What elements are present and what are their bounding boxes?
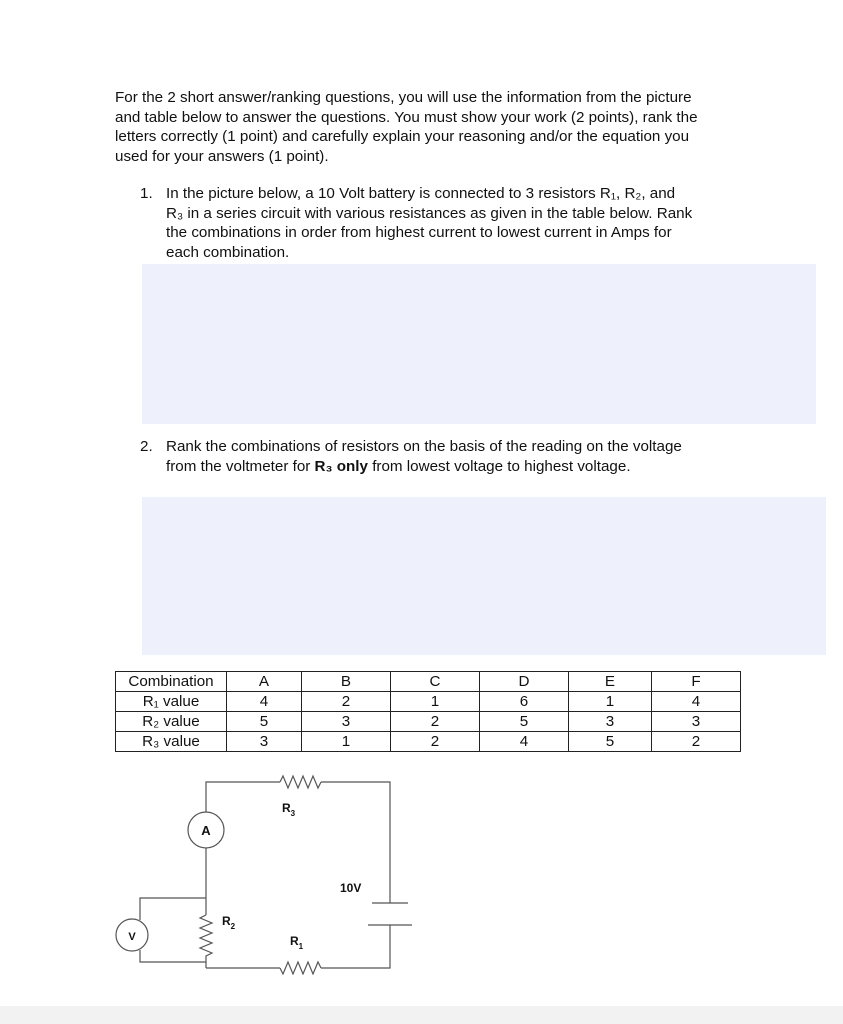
ammeter-label: A <box>201 823 211 838</box>
r2-subscript: 2 <box>230 922 236 931</box>
table-header-row <box>116 672 741 692</box>
r3-label <box>282 801 296 818</box>
instructions-paragraph: For the 2 short answer/ranking questions, you will use the information from the picture and table below to answer the questions. You must show your work (2 points), rank the letters correctly (1 point) and carefully explain your reasoning and/or the equation you used for your answers (1 point). <box>115 89 698 165</box>
battery-label: 10V <box>340 881 362 895</box>
table-cell: 3 <box>302 712 391 732</box>
table-row <box>116 692 741 712</box>
table-cell: 3 <box>227 732 302 752</box>
table-row <box>116 712 741 732</box>
right-wire-bottom <box>321 925 390 968</box>
question-1-number: 1. <box>140 185 153 202</box>
table-header-cell: E <box>569 672 652 692</box>
table-cell: 2 <box>302 692 391 712</box>
table-cell: R₁ value <box>116 692 227 712</box>
question-1-text: In the picture below, a 10 Volt battery is connected to 3 resistors R₁, R₂, and R₃ in a series circuit with various resistances as given in the table below. Rank the combinations in order from highest current to lowest current in Amps for each combination. <box>166 185 693 261</box>
question-2-number: 2. <box>140 438 153 455</box>
r3-subscript: 3 <box>290 809 296 818</box>
table-cell: 4 <box>480 732 569 752</box>
series-circuit-diagram <box>110 760 430 975</box>
r1-subscript: 1 <box>298 942 304 951</box>
resistor-combination-table <box>115 671 741 752</box>
voltmeter-wire <box>140 950 206 962</box>
table-row <box>116 732 741 752</box>
question-2-text-part: Rank the combinations of resistors on the basis of the reading on the voltage from the voltmeter for <box>166 438 682 475</box>
table-cell: 3 <box>569 712 652 732</box>
r1-label <box>290 934 304 951</box>
r1-letter: R <box>290 934 299 948</box>
table-cell: 2 <box>391 732 480 752</box>
table-cell: 1 <box>391 692 480 712</box>
table-cell: 3 <box>652 712 741 732</box>
voltmeter-label: V <box>128 931 136 943</box>
table-cell: 4 <box>227 692 302 712</box>
table-cell: 5 <box>227 712 302 732</box>
table-header-cell: C <box>391 672 480 692</box>
top-wire <box>206 782 280 812</box>
table-cell: 2 <box>652 732 741 752</box>
page-bottom-strip <box>0 1006 843 1024</box>
resistor-r2-symbol <box>200 915 212 968</box>
table-header-cell: A <box>227 672 302 692</box>
resistor-r1-symbol <box>280 962 321 974</box>
resistor-r3-symbol <box>280 776 321 788</box>
question-2-bold-text: R₃ only <box>314 457 368 475</box>
table-cell: 4 <box>652 692 741 712</box>
table-cell: 1 <box>569 692 652 712</box>
table-cell: R₃ value <box>116 732 227 752</box>
table-cell: 1 <box>302 732 391 752</box>
question-2-text <box>166 437 696 476</box>
r3-letter: R <box>282 801 291 815</box>
table-cell: 2 <box>391 712 480 732</box>
voltmeter-wire <box>140 898 206 920</box>
table-header-cell: D <box>480 672 569 692</box>
table-header-cell: F <box>652 672 741 692</box>
table-cell: 5 <box>569 732 652 752</box>
table-cell: 5 <box>480 712 569 732</box>
r2-letter: R <box>222 914 231 928</box>
table-cell: R₂ value <box>116 712 227 732</box>
table-header-cell: Combination <box>116 672 227 692</box>
answer-box-2[interactable] <box>142 497 826 655</box>
question-2-text-part: from lowest voltage to highest voltage. <box>367 457 631 475</box>
table-header-cell: B <box>302 672 391 692</box>
r2-label <box>222 914 236 931</box>
table-cell: 6 <box>480 692 569 712</box>
answer-box-1[interactable] <box>142 264 816 424</box>
